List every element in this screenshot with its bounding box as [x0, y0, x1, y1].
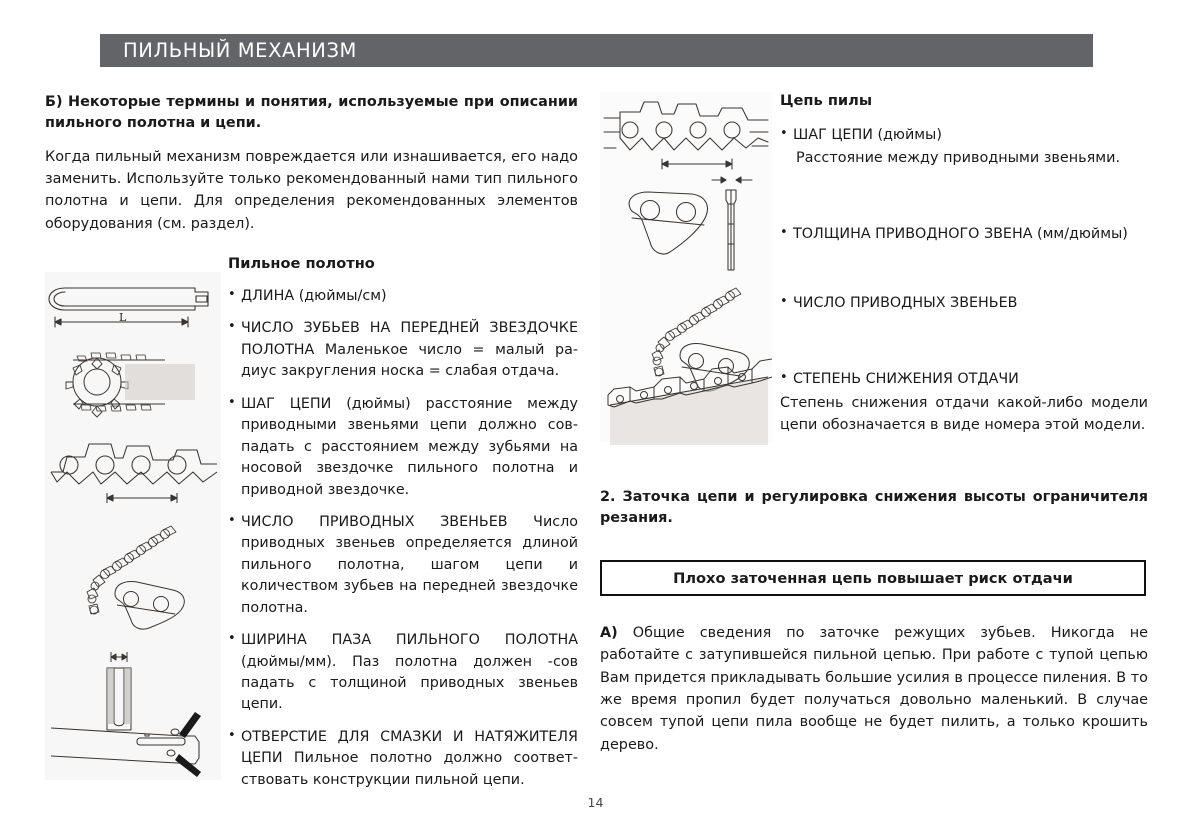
- chain-on-wood-diagram: [600, 355, 772, 445]
- list-item: • ШИРИНА ПАЗА ПИЛЬНОГО ПОЛОТНА (дюймы/мм). Паз полотна должен -сов падать с толщиной приводных звеньев цепи.: [228, 630, 578, 716]
- kickback-illustration: [600, 355, 772, 445]
- paragraph-a: [600, 622, 1148, 756]
- page-title: ПИЛЬНЫЙ МЕХАНИЗМ: [123, 39, 357, 62]
- list-item: • ДЛИНА (дюймы/см): [228, 286, 578, 307]
- warning-box-text: Плохо заточенная цепь повышает риск отдачи: [673, 569, 1073, 587]
- right-column: [780, 92, 1148, 437]
- warning-box: [600, 560, 1146, 596]
- list-item: • ОТВЕРСТИЕ ДЛЯ СМАЗКИ И НАТЯЖИТЕЛЯ ЦЕПИ Пильное полотно должно соответ-ствовать конструкции пильной цепи.: [228, 727, 578, 791]
- paragraph-a-prefix: A): [600, 625, 618, 641]
- right-bullet-1-subtext: Расстояние между приводными звеньями.: [796, 150, 1121, 167]
- left-heading: Б) Некоторые термины и понятия, используемые при описании пильного полотна и цепи.: [45, 94, 578, 131]
- list-item: • ЧИСЛО ЗУБЬЕВ НА ПЕРЕДНЕЙ ЗВЕЗДОЧКЕ ПОЛОТНА Маленькое число = малый ра-диус закругления носка = слабая отдача.: [228, 318, 578, 382]
- list-item: • СТЕПЕНЬ СНИЖЕНИЯ ОТДАЧИ: [780, 369, 1148, 390]
- section-2-heading: 2. Заточка цепи и регулировка снижения высоты ограничителя резания.: [600, 489, 1148, 526]
- list-item: • ШАГ ЦЕПИ (дюймы) расстояние между приводными звеньями цепи должно сов-падать с расстоянием между зубьями на носовой звездочке пильного полотна и приводной звездочке.: [228, 394, 578, 501]
- left-intro-paragraph: Когда пильный механизм повреждается или изнашивается, его надо заменить. Используйте только рекомендованный нами тип пильного полотна и цепи. Для определения рекомендованных элементов оборудования (см. раздел).: [45, 148, 578, 232]
- left-column: [45, 92, 578, 235]
- left-subheading: Пильное полотно: [228, 255, 375, 272]
- left-illustration-panel: [45, 272, 221, 780]
- paragraph-a-body: Общие сведения по заточке режущих зубьев. Никогда не работайте с затупившейся пильной цепью. При работе с тупой цепью Вам придется прикладывать большие усилия в процессе пиления. В то же время пропил будет получаться довольно маленький. В случае совсем тупой цепи пила вообще не будет пилить, а только крошить дерево.: [600, 625, 1148, 753]
- list-item: • ШАГ ЦЕПИ (дюймы): [780, 125, 1148, 146]
- page-number: 14: [587, 795, 604, 810]
- list-item: • ЧИСЛО ПРИВОДНЫХ ЗВЕНЬЕВ: [780, 293, 1148, 314]
- left-bullet-section: [228, 255, 578, 791]
- left-bullet-list: [228, 286, 578, 791]
- right-bullet-4-subtext: Степень снижения отдачи какой-либо модели цепи обозначается в виде номера этой модели.: [780, 395, 1148, 434]
- right-subheading: Цепь пилы: [780, 92, 873, 109]
- bar-length-label: L: [119, 311, 127, 324]
- list-item: • ТОЛЩИНА ПРИВОДНОГО ЗВЕНА (мм/дюймы): [780, 224, 1148, 245]
- paragraph-a-block: [600, 622, 1148, 756]
- guide-bar-and-chain-diagrams: [45, 272, 221, 780]
- section-2: [600, 487, 1148, 529]
- list-item: • ЧИСЛО ПРИВОДНЫХ ЗВЕНЬЕВ Число приводных звеньев определяется длиной пильного полотна, шагом цепи и количеством зубьев на передней звездочке полотна.: [228, 512, 578, 619]
